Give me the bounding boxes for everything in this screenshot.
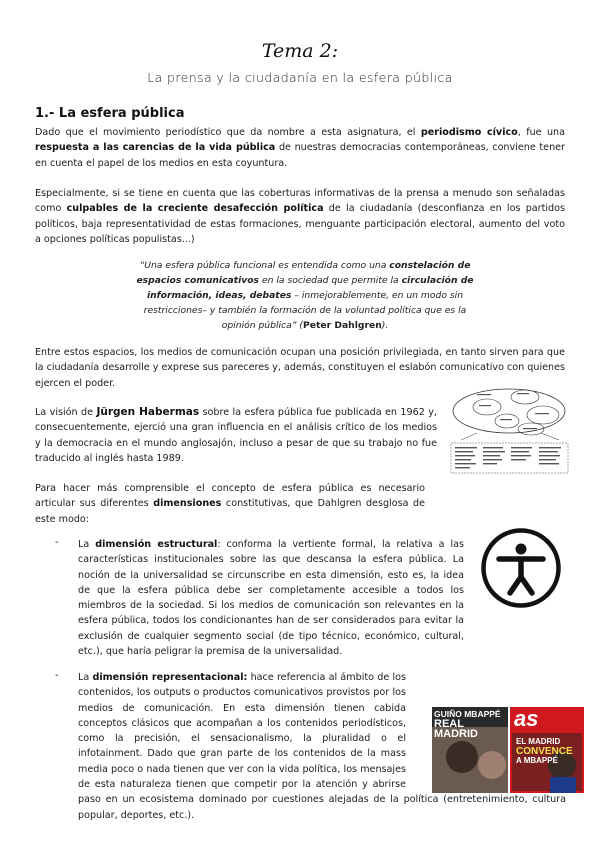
newspaper-covers-image bbox=[432, 707, 584, 793]
paragraph-5: Para hacer más comprensible el concepto de esfera pública es necesario articular sus diferentes dimensiones constitutivas, que Dahlgren desglosa de este modo: bbox=[35, 483, 426, 525]
bullet-dash-1: - bbox=[55, 537, 59, 548]
page-subtitle: La prensa y la ciudadanía en la esfera pública bbox=[147, 70, 453, 85]
paragraph-4: La visión de Jürgen Habermas sobre la esfera pública fue publicada en 1962 y, consecuentemente, ejerció una gran influencia en el análisis crítico de los medios y la democracia en el mundo anglosajón, incluso a pesar de que su trabajo no fue traducido al inglés hasta 1989. bbox=[35, 406, 437, 464]
paragraph-1: Dado que el movimiento periodístico que da nombre a esta asignatura, el periodismo cívico, fue una respuesta a las carencias de la vida pública de nuestras democracias contemporáneas, conviene tener en cuenta el papel de los medios en esta coyuntura. bbox=[35, 127, 566, 169]
bullet-representational: La dimensión representacional: hace referencia al ámbito de los contenidos, los outputs o productos comunicativos provistos por los medios de comunicación. En esta dimensión tienen cabida conceptos clásicos que acompañan a los contenidos periodísticos, como la precisión, el sensacionalismo, la pluralidad o el infotainment. Dado que gran parte de los contenidos de la mass media poco o nada tienen que ver con la vida política, los mensajes de esta naturaleza tienen que competir por la atención y abrirse paso en un ecosistema dominado por cuestiones alejadas de la política (entretenimiento, cultura popular, deportes, etc.). bbox=[78, 672, 566, 821]
right-cover-logo: as bbox=[514, 706, 539, 731]
right-cover-headline: EL MADRID CONVENCE A MBAPPÉ bbox=[516, 737, 573, 765]
bullet-dash-2: - bbox=[55, 670, 59, 681]
public-sphere-diagram bbox=[447, 385, 572, 475]
dahlgren-quote: “Una esfera pública funcional es entendida como una constelación de espacios comunicativos en la sociedad que permite la circulación de información, ideas, debates – inmejorablemente, en un modo sin restricciones– y también la formación de la voluntad política que es la opinión pública” (Peter Dahlgren). bbox=[136, 260, 474, 331]
paragraph-3: Entre estos espacios, los medios de comunicación ocupan una posición privilegiada, en tanto sirven para que la ciudadanía desarrolle y exprese sus pareceres y, además, constituyen el eslabón comunicativo con quienes ejercen el poder. bbox=[35, 347, 565, 389]
left-cover-headline: GUIÑO MBAPPÉ REAL MADRID bbox=[434, 709, 501, 740]
paragraph-2: Especialmente, si se tiene en cuenta que las coberturas informativas de la prensa a menudo son señaladas como culpables de la creciente desafección política de la ciudadanía (desconfianza en los partidos políticos, baja representatividad de estas formaciones, menguante participación electoral, aumento del voto a opciones políticas populistas...) bbox=[35, 188, 565, 245]
bullet-structural: La dimensión estructural: conforma la vertiente formal, la relativa a las características institucionales sobre las que descansa la esfera pública. La noción de la universalidad se circunscribe en esta dimensión, esto es, la idea de que la esfera pública debe ser completamente accesible a todos los miembros de la sociedad. Si los medios de comunicación son relevantes en la esfera pública, todos los condicionantes han de ser considerados para evitar la exclusión de cualquier segmento social (de tipo técnico, económico, cultural, etc.), que haría peligrar la premisa de la universalidad. bbox=[78, 539, 465, 658]
section-heading: 1.- La esfera pública bbox=[35, 106, 185, 121]
page-title: Tema 2: bbox=[261, 40, 339, 62]
